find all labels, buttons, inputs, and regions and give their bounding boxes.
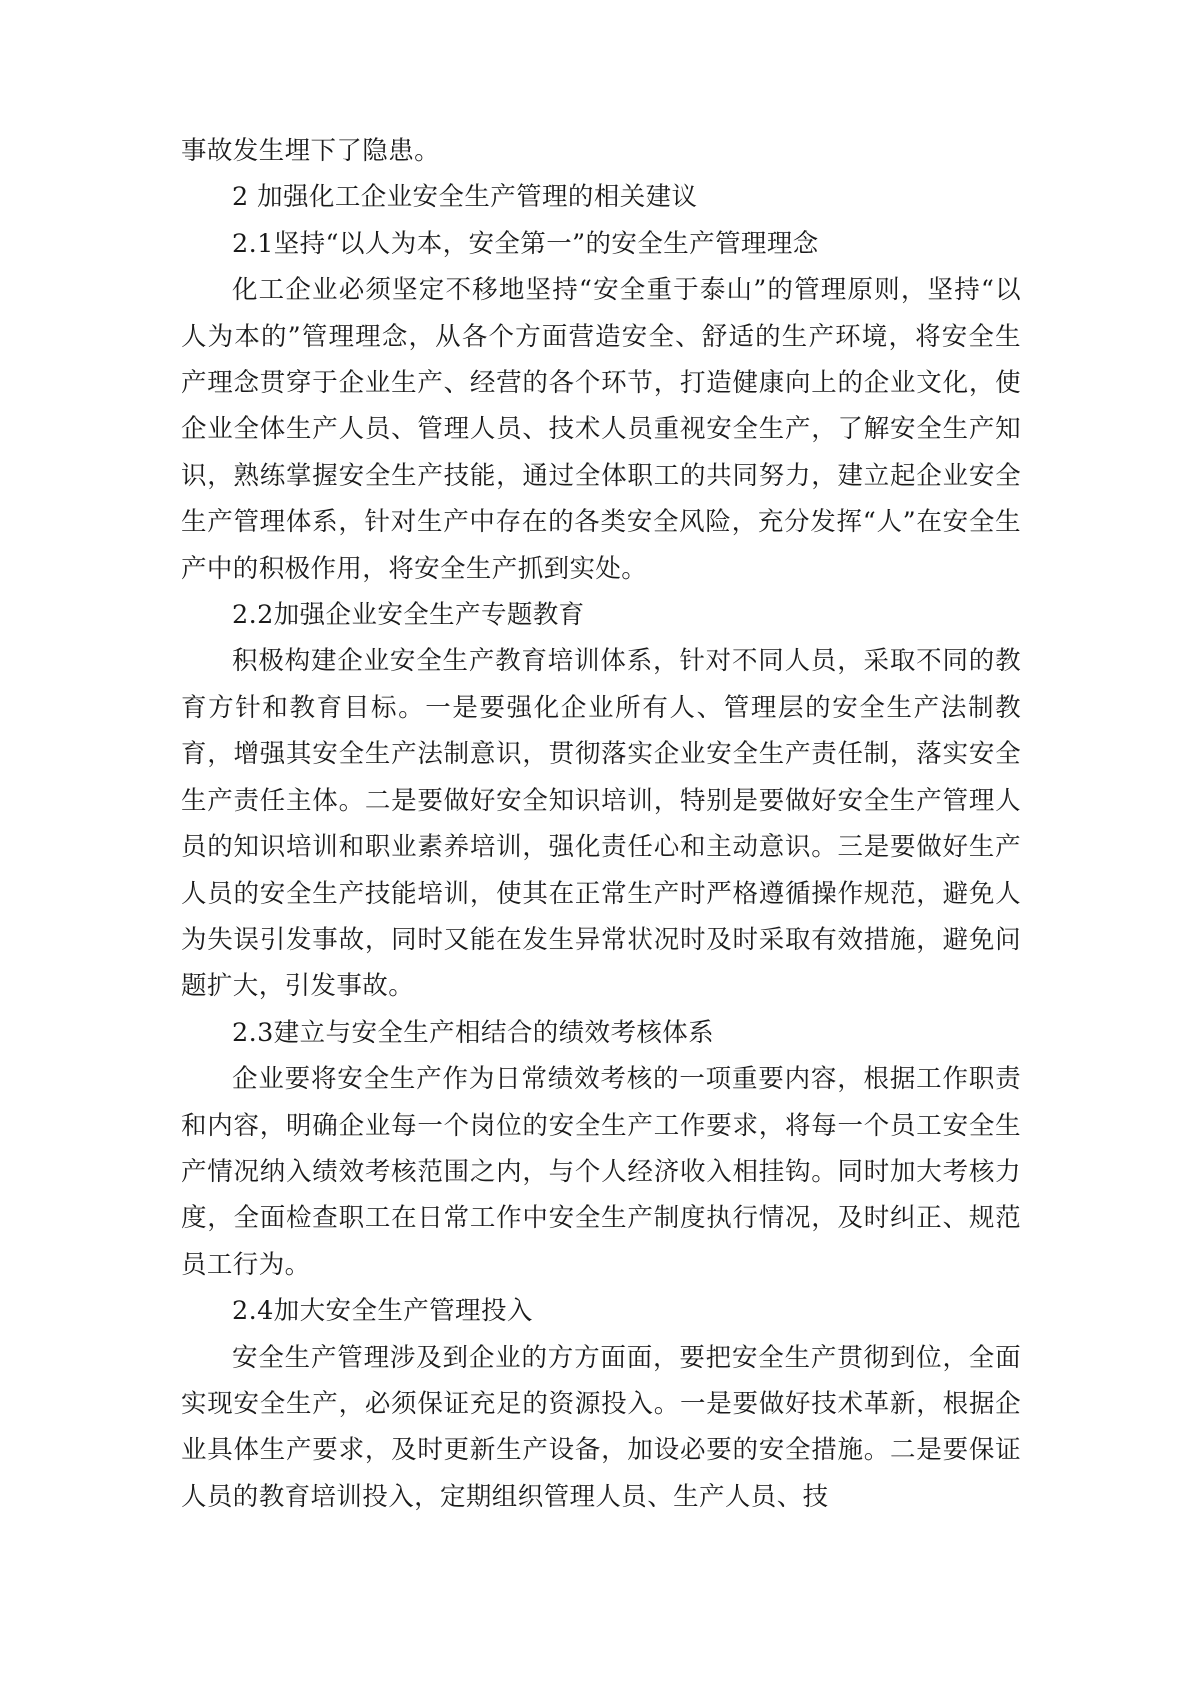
document-body bbox=[181, 128, 1021, 1520]
subsection-heading-2-2: 2.2加强企业安全生产专题教育 bbox=[232, 600, 585, 631]
paragraph-2-1-body: 化工企业必须坚定不移地坚持“安全重于泰山”的管理原则，坚持“以人为本的”管理理念，从各个方面营造安全、舒适的生产环境，将安全生产理念贯穿于企业生产、经营的各个环节，打造健康向上的企业文化，使企业全体生产人员、管理人员、技术人员重视安全生产，了解安全生产知识，熟练掌握安全生产技能，通过全体职工的共同努力，建立起企业安全生产管理体系，针对生产中存在的各类安全风险，充分发挥“人”在安全生产中的积极作用，将安全生产抓到实处。 bbox=[181, 275, 1021, 584]
paragraph-2-4-body: 安全生产管理涉及到企业的方方面面，要把安全生产贯彻到位，全面实现安全生产，必须保证充足的资源投入。一是要做好技术革新，根据企业具体生产要求，及时更新生产设备，加设必要的安全措施。二是要保证人员的教育培训投入，定期组织管理人员、生产人员、技 bbox=[181, 1342, 1021, 1512]
subsection-heading-2-4: 2.4加大安全生产管理投入 bbox=[232, 1296, 533, 1327]
paragraph-2-2-body: 积极构建企业安全生产教育培训体系，针对不同人员，采取不同的教育方针和教育目标。一是要强化企业所有人、管理层的安全生产法制教育，增强其安全生产法制意识，贯彻落实企业安全生产责任制，落实安全生产责任主体。二是要做好安全知识培训，特别是要做好安全生产管理人员的知识培训和职业素养培训，强化责任心和主动意识。三是要做好生产人员的安全生产技能培训，使其在正常生产时严格遵循操作规范，避免人为失误引发事故，同时又能在发生异常状况时及时采取有效措施，避免问题扩大，引发事故。 bbox=[181, 646, 1021, 1002]
paragraph-continued: 事故发生埋下了隐患。 bbox=[181, 136, 441, 166]
subsection-heading-2-3: 2.3建立与安全生产相结合的绩效考核体系 bbox=[232, 1017, 715, 1048]
paragraph-2-3-body: 企业要将安全生产作为日常绩效考核的一项重要内容，根据工作职责和内容，明确企业每一个岗位的安全生产工作要求，将每一个员工安全生产情况纳入绩效考核范围之内，与个人经济收入相挂钩。同时加大考核力度，全面检查职工在日常工作中安全生产制度执行情况，及时纠正、规范员工行为。 bbox=[181, 1064, 1021, 1280]
subsection-heading-2-1: 2.1坚持“以人为本，安全第一”的安全生产管理理念 bbox=[232, 228, 819, 259]
section-heading-2: 2 加强化工企业安全生产管理的相关建议 bbox=[232, 182, 698, 213]
